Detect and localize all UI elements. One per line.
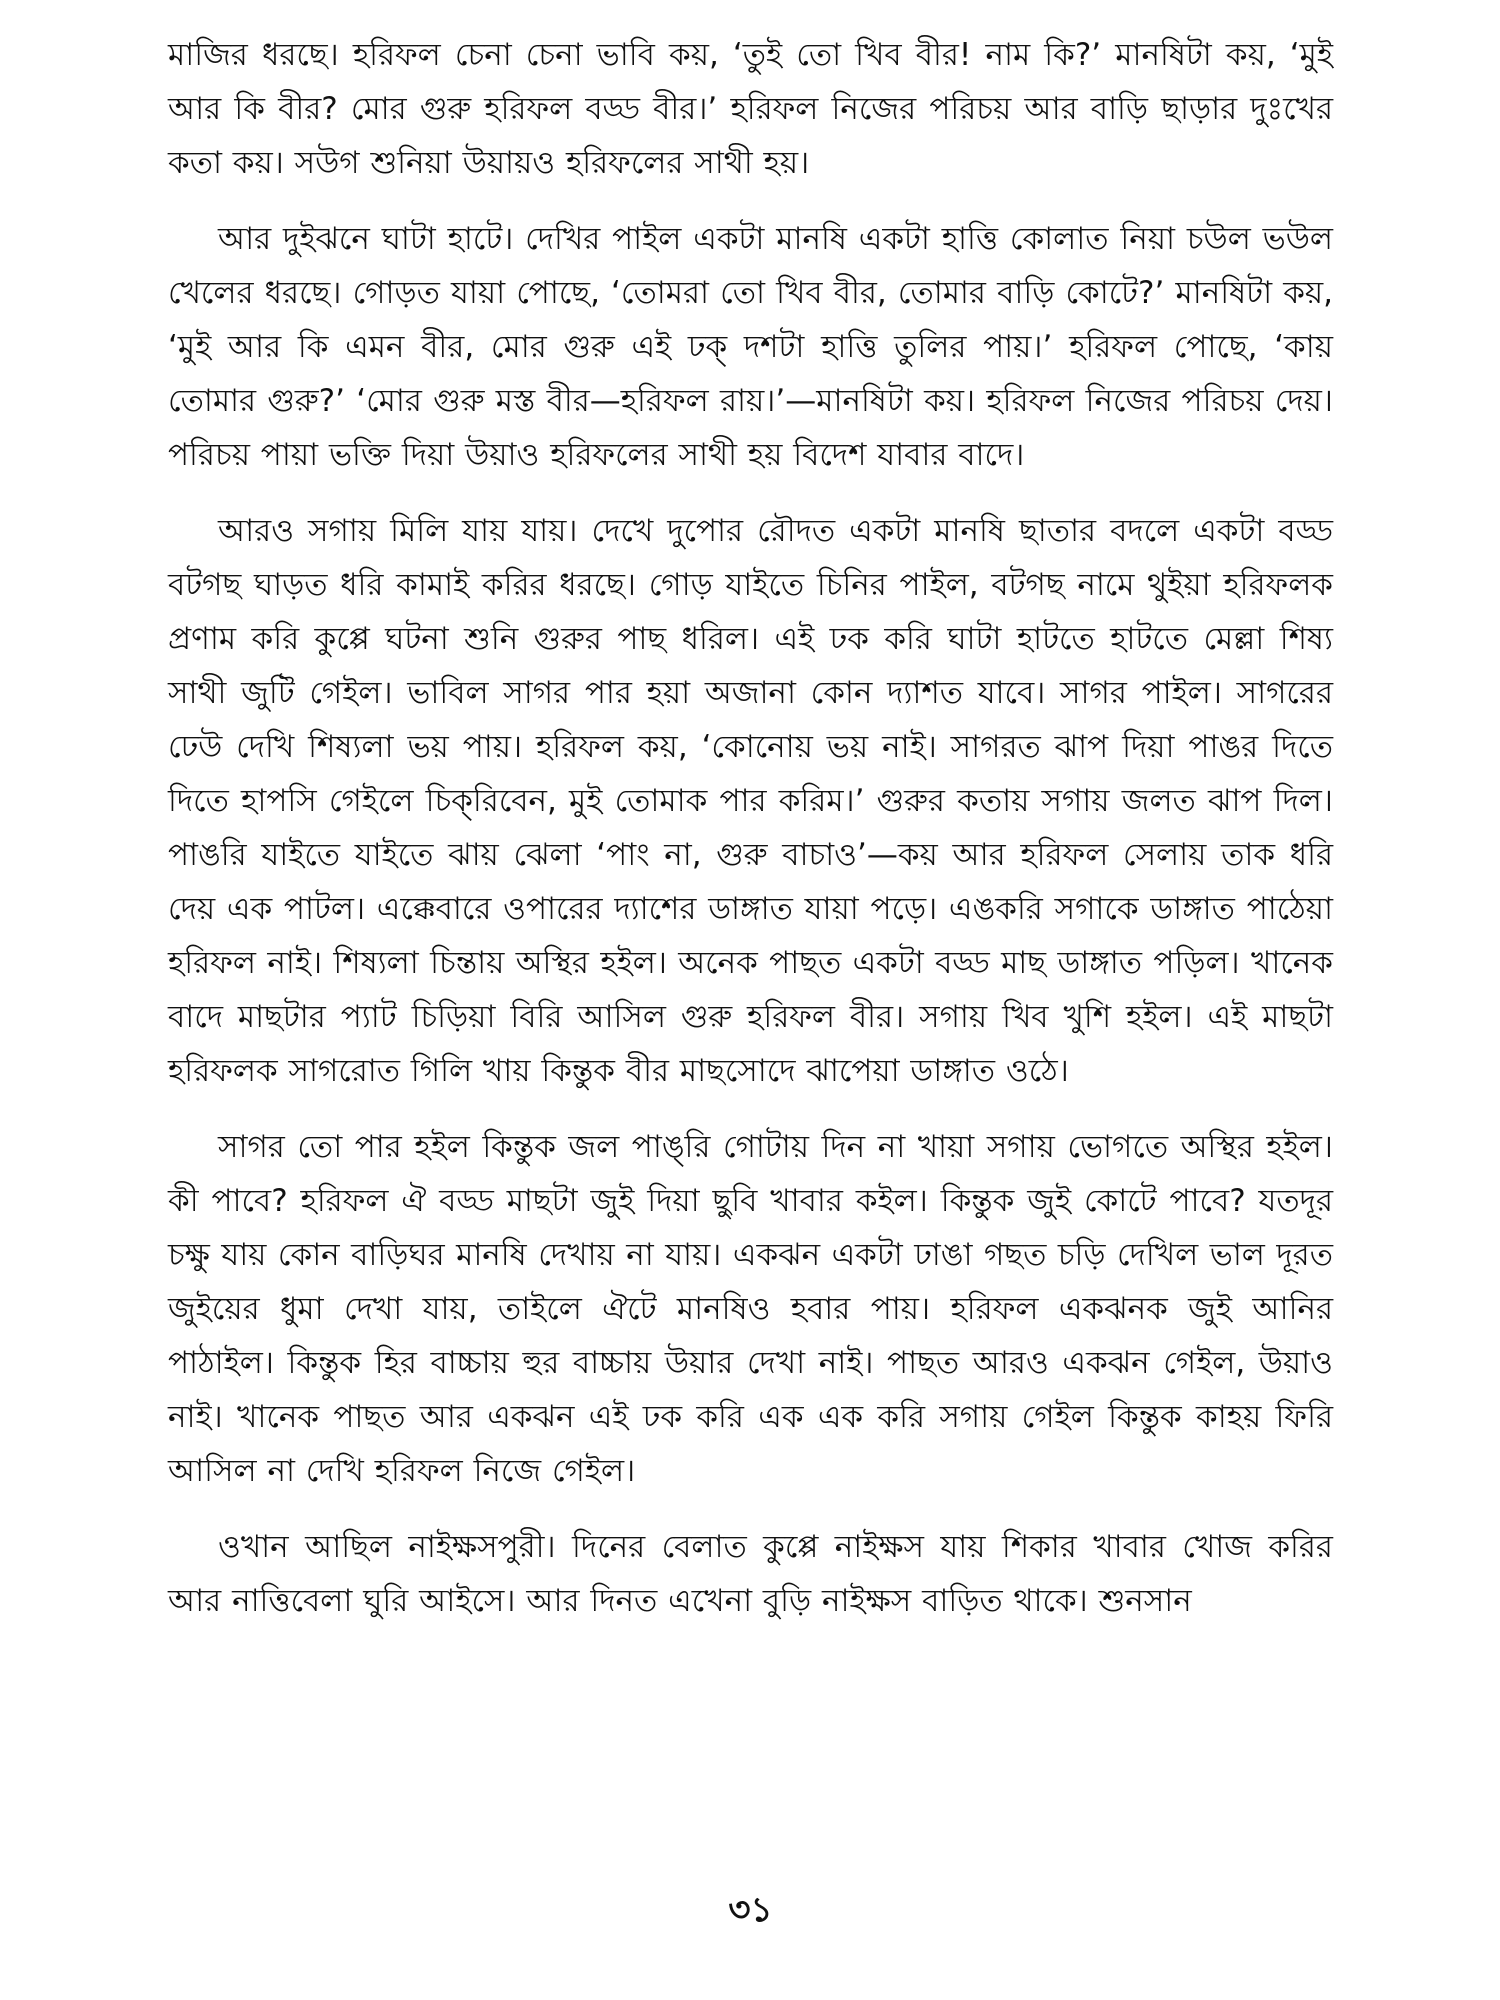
paragraph-2: আর দুইঝনে ঘাটা হাটে। দেখির পাইল একটা মানষি একটা হাত্তি কোলাত নিয়া চউল ভউল খেলের ধরছে। গোড়ত যায়া পোছে, ‘তোমরা তো খিব বীর, তোমার বাড়ি কোটে?’ মানষিটা কয়, ‘মুই আর কি এমন বীর, মোর গুরু এই ঢক্ দশটা হাত্তি তুলির পায়।’ হরিফল পোছে, ‘কায় তোমার গুরু?’ ‘মোর গুরু মস্ত বীর—হরিফল রায়।’—মানষিটা কয়। হরিফল নিজের পরিচয় দেয়। পরিচয় পায়া ভক্তি দিয়া উয়াও হরিফলের সাথী হয় বিদেশ যাবার বাদে।: [168, 221, 1333, 473]
paragraph-4: সাগর তো পার হইল কিন্তুক জল পাঙ্‌রি গোটায় দিন না খায়া সগায় ভোগতে অস্থির হইল। কী পাবে? হরিফল ঐ বড্ড মাছটা জুই দিয়া ছুবি খাবার কইল। কিন্তুক জুই কোটে পাবে? যতদূর চক্ষু যায় কোন বাড়িঘর মানষি দেখায় না যায়। একঝন একটা ঢাঙা গছত চড়ি দেখিল ভাল দূরত জুইয়ের ধুমা দেখা যায়, তাইলে ঐটে মানষিও হবার পায়। হরিফল একঝনক জুই আনির পাঠাইল। কিন্তুক হির বাচ্চায় হুর বাচ্চায় উয়ার দেখা নাই। পাছত আরও একঝন গেইল, উয়াও নাই। খানেক পাছত আর একঝন এই ঢক করি এক এক করি সগায় গেইল কিন্তুক কাহয় ফিরি আসিল না দেখি হরিফল নিজে গেইল।: [168, 1129, 1333, 1489]
paragraph-3: আরও সগায় মিলি যায় যায়। দেখে দুপোর রৌদত একটা মানষি ছাতার বদলে একটা বড্ড বটগছ ঘাড়ত ধরি কামাই করির ধরছে। গোড় যাইতে চিনির পাইল, বটগছ নামে থুইয়া হরিফলক প্রণাম করি কুপ্পে ঘটনা শুনি গুরুর পাছ ধরিল। এই ঢক করি ঘাটা হাটতে হাটতে মেল্লা শিষ্য সাথী জুটি গেইল। ভাবিল সাগর পার হয়া অজানা কোন দ্যাশত যাবে। সাগর পাইল। সাগরের ঢেউ দেখি শিষ্যলা ভয় পায়। হরিফল কয়, ‘কোনোয় ভয় নাই। সাগরত ঝাপ দিয়া পাঙর দিতে দিতে হাপসি গেইলে চিক্‌রিবেন, মুই তোমাক পার করিম।’ গুরুর কতায় সগায় জলত ঝাপ দিল। পাঙরি যাইতে যাইতে ঝায় ঝেলা ‘পাং না, গুরু বাচাও’—কয় আর হরিফল সেলায় তাক ধরি দেয় এক পাটল। এক্কেবারে ওপারের দ্যাশের ডাঙ্গাত যায়া পড়ে। এঙকরি সগাকে ডাঙ্গাত পাঠেয়া হরিফল নাই। শিষ্যলা চিন্তায় অস্থির হইল। অনেক পাছত একটা বড্ড মাছ ডাঙ্গাত পড়িল। খানেক বাদে মাছটার প্যাট চিড়িয়া বিরি আসিল গুরু হরিফল বীর। সগায় খিব খুশি হইল। এই মাছটা হরিফলক সাগরোত গিলি খায় কিন্তুক বীর মাছসোদে ঝাপেয়া ডাঙ্গাত ওঠে।: [168, 513, 1333, 1089]
page-number: ৩১: [728, 1890, 773, 1930]
paragraph-1: মাজির ধরছে। হরিফল চেনা চেনা ভাবি কয়, ‘তুই তো খিব বীর! নাম কি?’ মানষিটা কয়, ‘মুই আর কি বীর? মোর গুরু হরিফল বড্ড বীর।’ হরিফল নিজের পরিচয় আর বাড়ি ছাড়ার দুঃখের কতা কয়। সউগ শুনিয়া উয়ায়ও হরিফলের সাথী হয়।: [168, 37, 1333, 181]
paragraph-5: ওখান আছিল নাইক্ষসপুরী। দিনের বেলাত কুপ্পে নাইক্ষস যায় শিকার খাবার খোজ করির আর নাত্তিবেলা ঘুরি আইসে। আর দিনত এখেনা বুড়ি নাইক্ষস বাড়িত থাকে। শুনসান: [168, 1529, 1333, 1619]
document-page: [168, 28, 1333, 1968]
